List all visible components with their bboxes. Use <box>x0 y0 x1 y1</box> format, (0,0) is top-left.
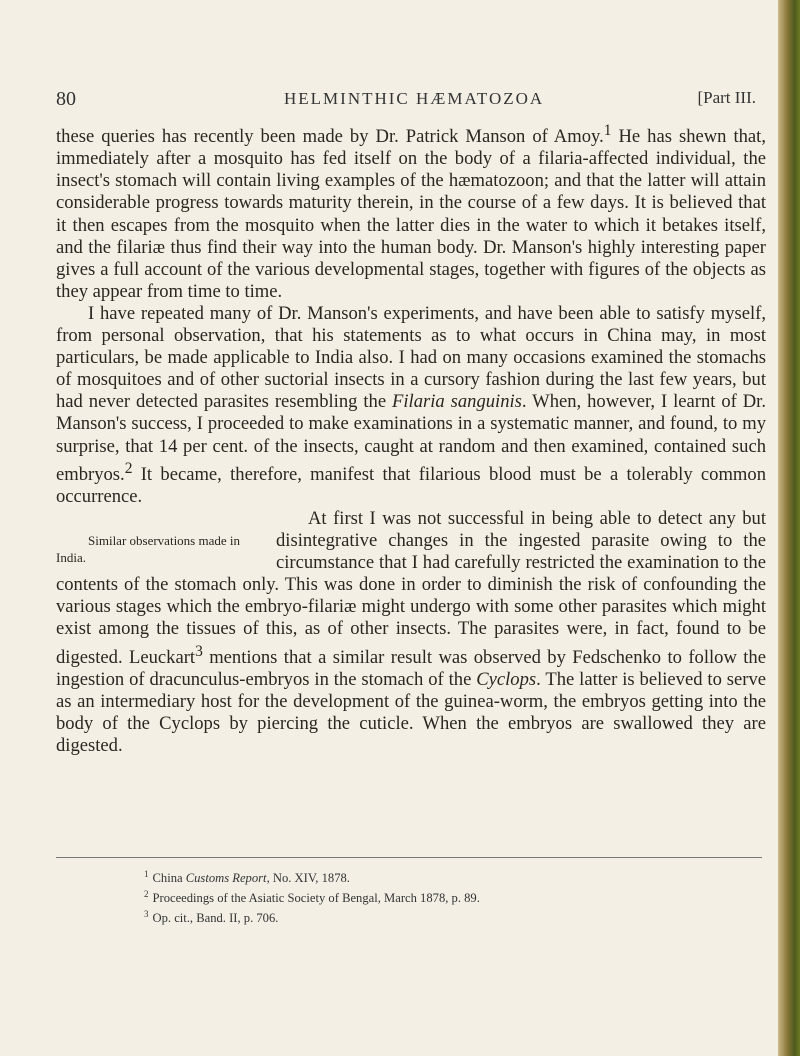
footnote-ref-3: 3 <box>195 642 203 660</box>
part-label: [Part III. <box>697 88 756 107</box>
margin-note: Similar observations made in India. <box>56 532 241 565</box>
main-text <box>56 120 766 757</box>
footnote-ref-2: 2 <box>124 459 133 477</box>
page-edge-shadow <box>778 0 800 1056</box>
footnotes <box>144 866 744 927</box>
running-title: HELMINTHIC HÆMATOZOA <box>284 89 545 108</box>
paragraph-1: these queries has recently been made by Dr. Patrick Manson of Amoy.$^1$ He has shewn that, immediately after a mosquito has fed itself on the body of a filaria-affected individual, the insect's stomach will contain living examples of the hæmatozoon; and that the latter will attain considerable progress towards maturity therein, in the course of a few days. It is believed that it then escapes from the mosquito when the latter dies in the water to which it betakes itself, and the filariæ thus find their way into the human body. Dr. Manson's highly interesting paper gives a full account of the various developmental stages, together with figures of the objects as they appear from time to time. <box>56 122 766 302</box>
paragraph-3: Similar observations made in India. At first I was not successful in being able to detect any but disintegrative changes in the ingested parasite owing to the circumstance that I had carefully restricted the examination to the contents of the stomach only. This was done in order to diminish the risk of confounding the various stages which the embryo-filariæ might undergo with some other parasites which might exist among the tissues of this, as of other insects. The parasites were, in fact, found to be digested. Leuckart$^3$ mentions that a similar result was observed by Fedschenko to follow the ingestion of dracunculus-embryos in the stomach of the Cyclops. The latter is believed to serve as an intermediary host for the development of the guinea-worm, the embryos getting into the body of the Cyclops by piercing the cuticle. When the embryos are swallowed they are digested. <box>56 507 766 757</box>
footnote-3: $^3$ Op. cit., Band. II, p. 706. <box>144 909 279 926</box>
running-header <box>56 88 766 110</box>
cyclops-name: Cyclops <box>476 668 537 690</box>
footnote-2: $^2$ Proceedings of the Asiatic Society of Bengal, March 1878, p. 89. <box>144 889 480 906</box>
footnote-1: $^1$ China Customs Report, No. XIV, 1878. <box>144 869 350 886</box>
footnote-divider <box>56 857 762 858</box>
footnote-ref-1: 1 <box>603 122 612 139</box>
paragraph-2: I have repeated many of Dr. Manson's experiments, and have been able to satisfy myself, from personal observation, that his statements as to what occurs in China may, in most particulars, be made applicable to India also. I had on many occasions examined the stomachs of mosquitoes and of other suctorial insects in a cursory fashion during the last few years, but had never detected parasites resembling the Filaria sanguinis. When, however, I learnt of Dr. Manson's success, I proceeded to make examinations in a systematic manner, and found, to my surprise, that 14 per cent. of the insects, caught at random and then examined, contained such embryos.$^2$ It became, therefore, manifest that filarious blood must be a tolerably common occurrence. <box>56 302 766 507</box>
page-number: 80 <box>56 88 76 110</box>
species-name: Filaria sanguinis <box>392 391 522 413</box>
